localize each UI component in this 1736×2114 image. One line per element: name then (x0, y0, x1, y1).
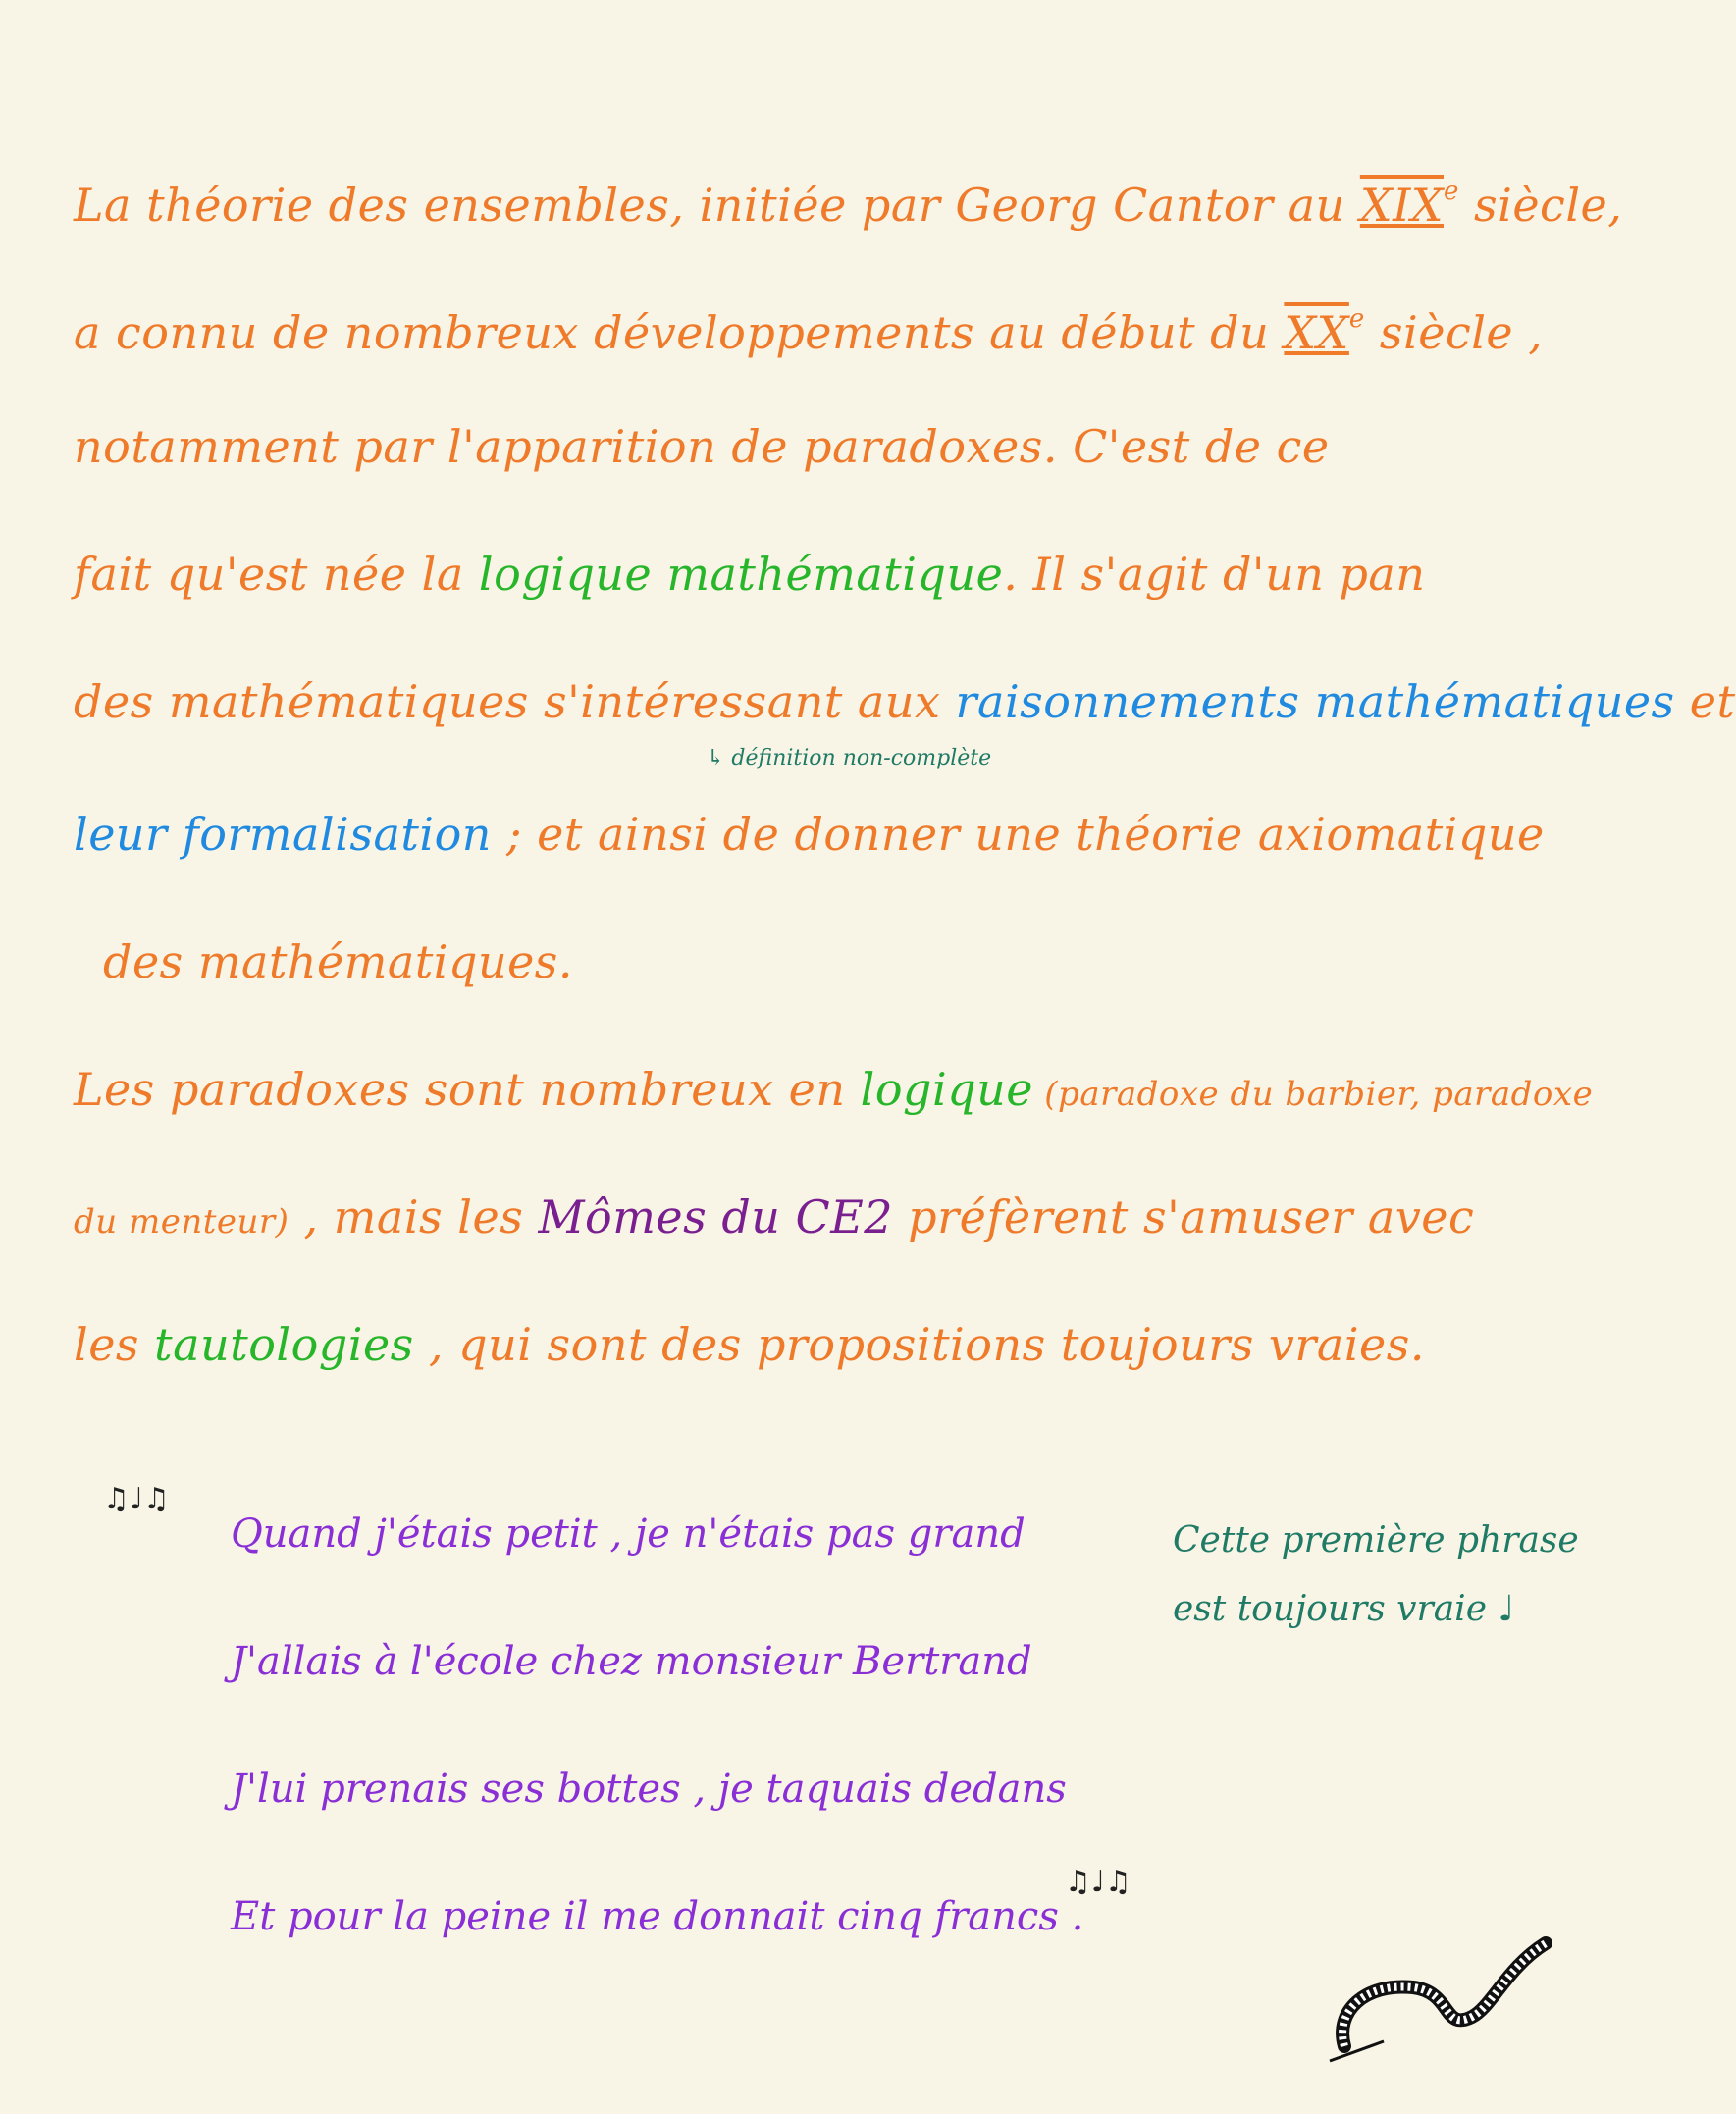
text-segment: siècle , (1364, 306, 1544, 359)
paragraph1-line4 (74, 545, 1425, 604)
paragraph1-line5 (74, 672, 1736, 731)
text-segment: des mathématiques s'intéressant aux (74, 675, 956, 728)
music-notes-icon: ♫♩♫ (1065, 1865, 1131, 1899)
superscript: e (1444, 177, 1459, 206)
side-note (1173, 1506, 1585, 1644)
definition-note: ↳ définition non-complète (707, 746, 992, 770)
superscript: e (1348, 304, 1365, 334)
text-segment: Les paradoxes sont nombreux en (74, 1063, 861, 1116)
text-segment: et (1674, 675, 1736, 728)
paragraph2-line2 (74, 1188, 1474, 1251)
parenthetical: du menteur) (74, 1202, 289, 1242)
text-segment: les (74, 1318, 155, 1371)
logique-term: logique (860, 1063, 1033, 1116)
paragraph1-line2 (74, 290, 1543, 362)
music-note-icon: ♩ (1498, 1589, 1515, 1629)
paragraph1-line3 (74, 417, 1330, 476)
paragraph1-line6 (74, 805, 1545, 864)
text-segment: , qui sont des propositions toujours vraies. (413, 1318, 1425, 1371)
text-segment: siècle, (1458, 179, 1623, 232)
century-numeral: XIX (1359, 179, 1444, 232)
text-segment: , mais les (289, 1190, 539, 1243)
formalisation-term: leur formalisation (74, 808, 492, 861)
momes-term: Mômes du CE2 (538, 1190, 894, 1243)
century-numeral: XX (1284, 306, 1349, 359)
song-line-1: Quand j'étais petit , je n'étais pas grand (231, 1511, 1026, 1557)
text-segment: ; et ainsi de donner une théorie axiomatique (491, 808, 1545, 861)
paragraph2-line3 (74, 1315, 1425, 1374)
paragraph2-line1 (74, 1060, 1593, 1124)
text-segment: préfèrent s'amuser avec (893, 1190, 1475, 1243)
text-segment: notamment par l'apparition de paradoxes. C'est de ce (74, 420, 1330, 473)
tautologies-term: tautologies (154, 1318, 414, 1371)
text-segment: a connu de nombreux développements au début du (74, 306, 1285, 359)
side-note-text: Cette première phrase est toujours vraie (1173, 1520, 1579, 1629)
piano-keyboard-icon (1325, 1924, 1551, 2071)
music-notes-icon: ♫♩♫ (103, 1482, 170, 1516)
text-segment: des mathématiques. (103, 935, 574, 988)
text-segment: . Il s'agit d'un pan (1003, 548, 1426, 601)
raisonnements-term: raisonnements mathématiques (955, 675, 1675, 728)
song-line-3: J'lui prenais ses bottes , je taquais dedans (231, 1767, 1067, 1812)
parenthetical: (paradoxe du barbier, paradoxe (1032, 1075, 1594, 1114)
paragraph1-line7 (103, 932, 573, 991)
text-segment: La théorie des ensembles, initiée par Georg Cantor au (74, 179, 1360, 232)
paragraph1-line1 (74, 162, 1622, 235)
logique-mathematique-term: logique mathématique (478, 548, 1004, 601)
song-line-4: Et pour la peine il me donnait cinq francs . (231, 1894, 1084, 1939)
song-line-2: J'allais à l'école chez monsieur Bertrand (231, 1639, 1032, 1684)
text-segment: fait qu'est née la (74, 548, 479, 601)
